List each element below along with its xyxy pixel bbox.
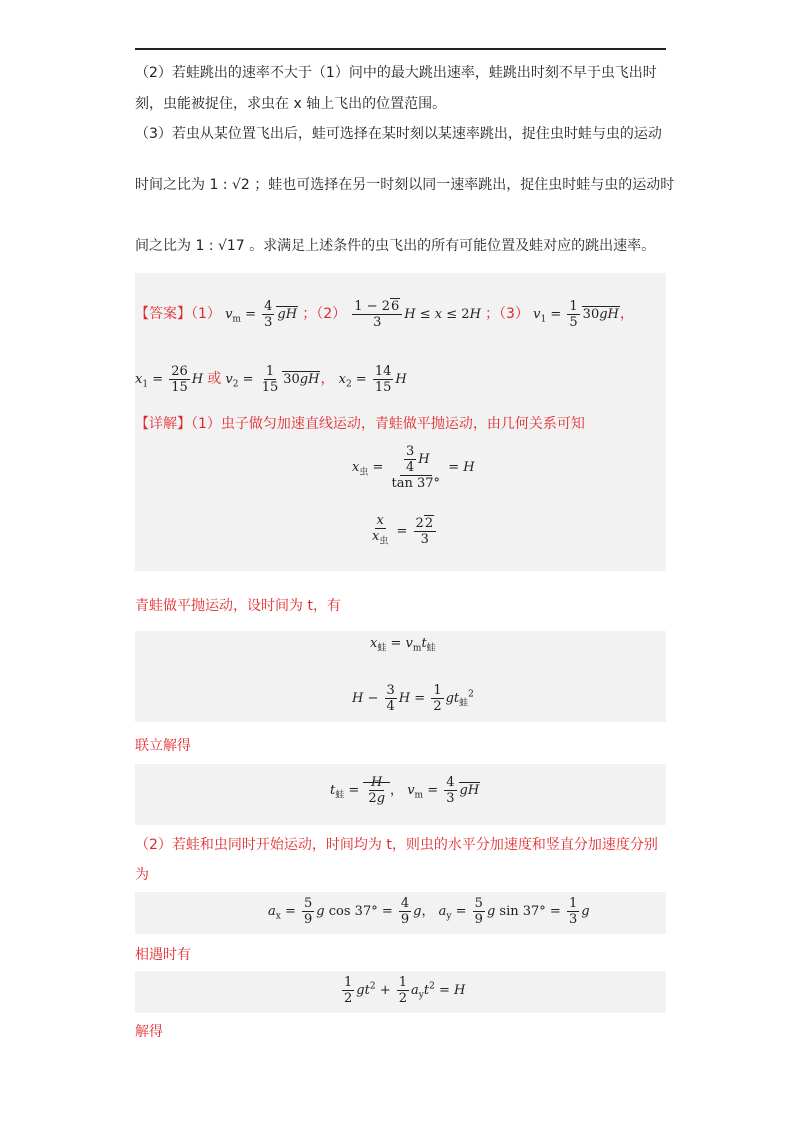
q2-line-2: 刻，虫能被捉住，求虫在 x 轴上飞出的位置范围。: [135, 96, 447, 112]
answer-tag: 【答案】: [135, 306, 191, 322]
q3-line-3: 间之比为 1 : √17 。求满足上述条件的虫飞出的所有可能位置及蛙对应的跳出速率。: [135, 238, 656, 254]
answer-sep-2: ，: [320, 371, 335, 387]
detail-meet: 相遇时有: [135, 947, 191, 963]
answer-part3-label: ；（3）: [485, 306, 529, 322]
answer-part1-label: （1）: [191, 306, 221, 322]
q2-line-1: （2）若蛙跳出的速率不大于（1）问中的最大跳出速率，蛙跳出时刻不早于虫飞出时: [135, 65, 657, 81]
detail-part2-line-2: 为: [135, 867, 149, 883]
top-rule: [135, 48, 666, 50]
formula-result-1: $t_蛙$ = $\frac{H}{2g}$ ， $v_m$ = $\frac{4}{3}$ gH: [330, 775, 480, 806]
formula-accelerations: $a_x$ = $\frac{5}{9}$ g cos 37° = $\frac{4}{9}$ g， $a_y$ = $\frac{5}{9}$ g sin 37° = $\frac{1}{3}$ g: [268, 896, 590, 927]
answer-part2-label: ；（2）: [302, 306, 347, 322]
detail-intro-line: [135, 414, 585, 434]
q3-line-1: （3）若虫从某位置飞出后，蛙可选择在某时刻以某速率跳出，捉住虫时蛙与虫的运动: [135, 126, 662, 142]
formula-meet: $\frac{1}{2}$ $gt^2$ + $\frac{1}{2}$ $a_yt^2 = H$: [344, 975, 466, 1006]
answer-sep-1: ，: [619, 306, 634, 322]
detail-combine: 联立解得: [135, 738, 191, 754]
formula-x-insect: $x_虫$ = $\frac{3}{4}$ H tan 37° = H: [352, 444, 475, 491]
q3-line-2: 时间之比为 1 : √2 ；蛙也可选择在另一时刻以同一速率跳出，捉住虫时蛙与虫的运动时: [135, 177, 675, 193]
detail-solve: 解得: [135, 1024, 163, 1040]
answer-or: 或: [207, 371, 222, 387]
formula-sep: ，: [390, 783, 404, 798]
formula-fall: H − $\frac{3}{4}$ H = $\frac{1}{2}$ $gt_蛙^2$: [352, 683, 474, 714]
detail-intro: （1）虫子做匀加速直线运动，青蛙做平抛运动，由几何关系可知: [191, 416, 585, 432]
detail-frog-flat: 青蛙做平抛运动，设时间为 t，有: [135, 598, 341, 614]
answer-line-2: $x_1$ = $\frac{26}{15}$ H 或 $v_2$ = $\frac{1}{15}$ 30gH， $x_2$ = $\frac{14}{15}$ H: [135, 364, 407, 395]
formula-sep-2: ，: [421, 904, 435, 919]
answer-line-1: 【答案】（1） $v_m$ = $\frac{4}{3}$ gH ；（2） $\frac{1 - 26}{3}$ H ≤ x ≤ 2H ；（3） $v_1$ = $\frac{1}{5}$ 30gH，: [135, 299, 634, 330]
detail-tag: 【详解】: [135, 416, 191, 432]
formula-ratio: $\frac{x}{x_虫}$ = $\frac{22}{3}$: [368, 513, 438, 550]
detail-part2-line-1: （2）若蛙和虫同时开始运动，时间均为 t，则虫的水平分加速度和竖直分加速度分别: [135, 837, 658, 853]
formula-x-frog: $x_蛙 = v_mt_蛙$: [370, 636, 436, 654]
